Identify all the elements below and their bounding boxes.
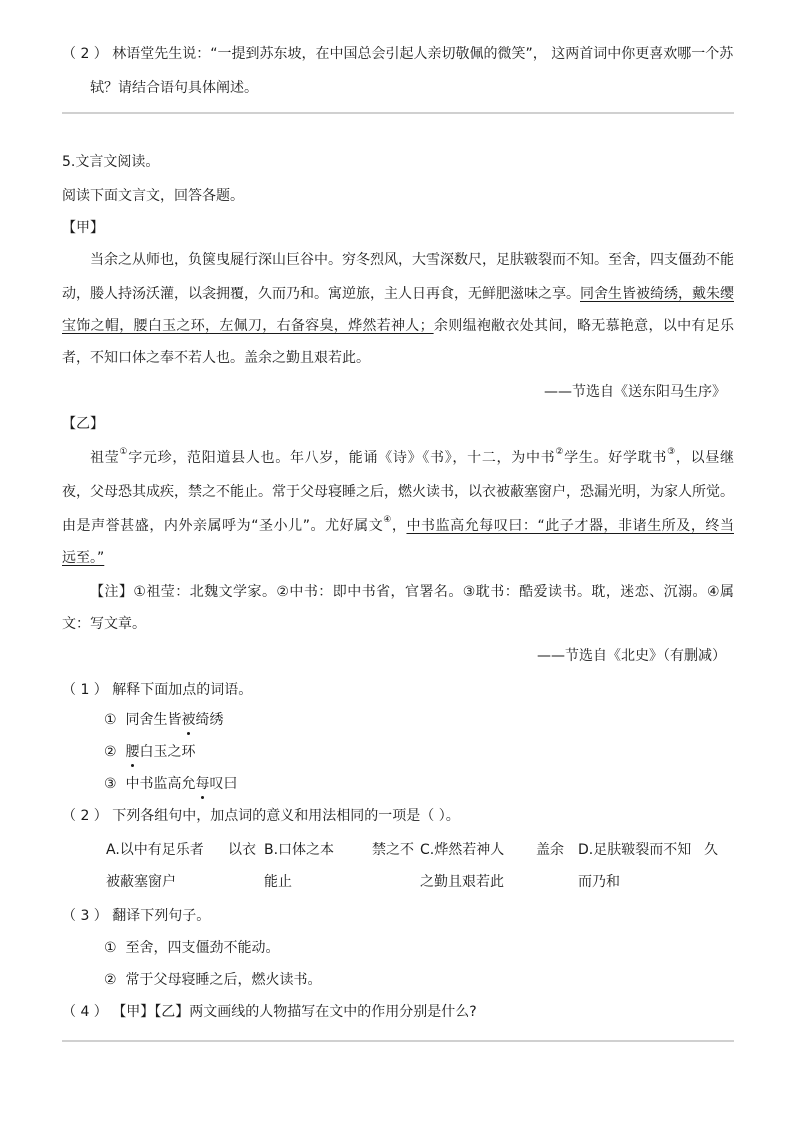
- q2-option-c-line1: C.烨然若神人: [420, 842, 505, 858]
- jia-underlined-2: 宝饰之帽，腰白玉之环，左佩刀，右备容臭，烨然若神人；: [62, 318, 434, 334]
- q2-top-line1: （ 2 ） 林语堂先生说：“一提到苏东坡，在中国总会引起人亲切敬佩的微笑”， 这两首词中你更喜欢哪一个苏: [62, 46, 734, 62]
- yi-underlined-2: 远至。”: [62, 550, 105, 566]
- q1-item-2: [104, 742, 195, 762]
- q2-option-b-line1: B.口体之本: [264, 842, 335, 858]
- yi-line-1: [90, 448, 734, 468]
- section-instruction: 阅读下面文言文，回答各题。: [62, 188, 244, 204]
- jia-source: ——节选自《送东阳马生序》: [544, 384, 726, 400]
- yi-source: ——节选自《北史》（有删减）: [537, 648, 726, 664]
- yi-text-c: 学生。好学耽书: [564, 450, 668, 466]
- jia-line-1: 当余之从师也，负箧曳屣行深山巨谷中。穷冬烈风，大雪深数尺，足肤皲裂而不知。至舍，四支僵劲不能: [90, 252, 734, 268]
- note-ref-4: ④: [383, 515, 392, 526]
- note-ref-3: ③: [667, 447, 676, 458]
- jia-line-3-text: 余则缊袍敝衣处其间，略无慕艳意，以中有足乐: [433, 318, 734, 334]
- q2-option-d-tail: 久: [704, 842, 718, 858]
- q3-item-1: [104, 938, 279, 958]
- q3-item-text: 至舍，四支僵劲不能动。: [125, 940, 280, 956]
- q2-option-c-line2: 之勤且艰若此: [420, 874, 504, 890]
- q1-item-num: ③: [104, 776, 117, 792]
- yi-text-a: 祖莹: [90, 450, 120, 466]
- q2-option-a-line1: A.以中有足乐者: [106, 842, 204, 858]
- yi-line-2: 夜，父母恐其成疾，禁之不能止。常于父母寝睡之后，燃火读书，以衣被蔽塞窗户，恐漏光明，为家人所觉。: [62, 484, 734, 500]
- note-ref-1: ①: [119, 447, 129, 458]
- jia-underlined-1: 同舍生皆被绮绣，戴朱缨: [580, 286, 734, 302]
- q3-item-num: ②: [104, 972, 117, 988]
- section-heading: 5.文言文阅读。: [62, 154, 160, 170]
- divider-bottom: [62, 1040, 734, 1042]
- q2-top-line2: 轼？请结合语句具体阐述。: [90, 80, 258, 96]
- jia-line-3: [62, 316, 734, 336]
- divider-top: [62, 112, 734, 114]
- yi-line-4: [62, 548, 104, 568]
- q1-item-num: ②: [104, 744, 117, 760]
- yi-line-3: [62, 516, 734, 536]
- q2-option-c-tail: 盖余: [536, 842, 564, 858]
- q1-item-post: 叹曰: [209, 776, 238, 792]
- yi-text-d: ，以昼继: [675, 450, 735, 466]
- note-line-1: 【注】①祖莹：北魏文学家。②中书：即中书省，官署名。③耽书：酷爱读书。耽，迷恋、沉溺。④属: [90, 584, 734, 600]
- q1-item-pre: 同舍生皆: [125, 712, 182, 728]
- dotted-word: 每: [195, 776, 210, 792]
- q2-option-b-tail: 禁之不: [372, 842, 414, 858]
- q2-title: （ 2 ） 下列各组句中，加点词的意义和用法相同的一项是（ ）。: [62, 808, 460, 824]
- note-ref-2: ②: [555, 447, 565, 458]
- yi-text-f: ，: [391, 518, 407, 534]
- q4-title: （ 4 ） 【甲】【乙】两文画线的人物描写在文中的作用分别是什么?: [62, 1004, 477, 1020]
- q3-item-text: 常于父母寝睡之后，燃火读书。: [125, 972, 322, 988]
- q3-item-2: [104, 970, 321, 990]
- q2-option-b-line2: 能止: [264, 874, 292, 890]
- q3-title: （ 3 ） 翻译下列句子。: [62, 908, 211, 924]
- q2-option-a-tail: 以衣: [228, 842, 256, 858]
- q1-item-post: 绮绣: [195, 712, 224, 728]
- note-line-2: 文：写文章。: [62, 616, 146, 632]
- yi-text-e: 由是声誉甚盛，内外亲属呼为“圣小儿”。尤好属文: [62, 518, 384, 534]
- yi-underlined-1: 中书监高允每叹曰：“此子才器，非诸生所及，终当: [406, 518, 734, 534]
- q2-option-a-line2: 被蔽塞窗户: [106, 874, 176, 890]
- q1-item-pre: 中书监高允: [125, 776, 196, 792]
- dotted-word: 被: [181, 712, 196, 728]
- q3-item-num: ①: [104, 940, 117, 956]
- q2-option-d-line1: D.足肤皲裂而不知: [578, 842, 692, 858]
- jia-line-2: [62, 284, 734, 304]
- q1-item-3: [104, 774, 237, 794]
- jia-line-2-text: 动，媵人持汤沃灌，以衾拥覆，久而乃和。寓逆旅，主人日再食，无鲜肥滋味之享。: [62, 286, 580, 302]
- jia-label: 【甲】: [62, 220, 104, 236]
- jia-line-4: 者，不知口体之奉不若人也。盖余之勤且艰若此。: [62, 350, 370, 366]
- q1-item-post: 白玉之环: [139, 744, 196, 760]
- yi-text-b: 字元珍，范阳道县人也。年八岁，能诵《诗》《书》，十二，为中书: [128, 450, 556, 466]
- q1-item-num: ①: [104, 712, 117, 728]
- q2-option-d-line2: 而乃和: [578, 874, 620, 890]
- dotted-word: 腰: [125, 744, 140, 760]
- yi-label: 【乙】: [62, 416, 104, 432]
- q1-title: （ 1 ） 解释下面加点的词语。: [62, 682, 253, 698]
- q1-item-1: [104, 710, 223, 730]
